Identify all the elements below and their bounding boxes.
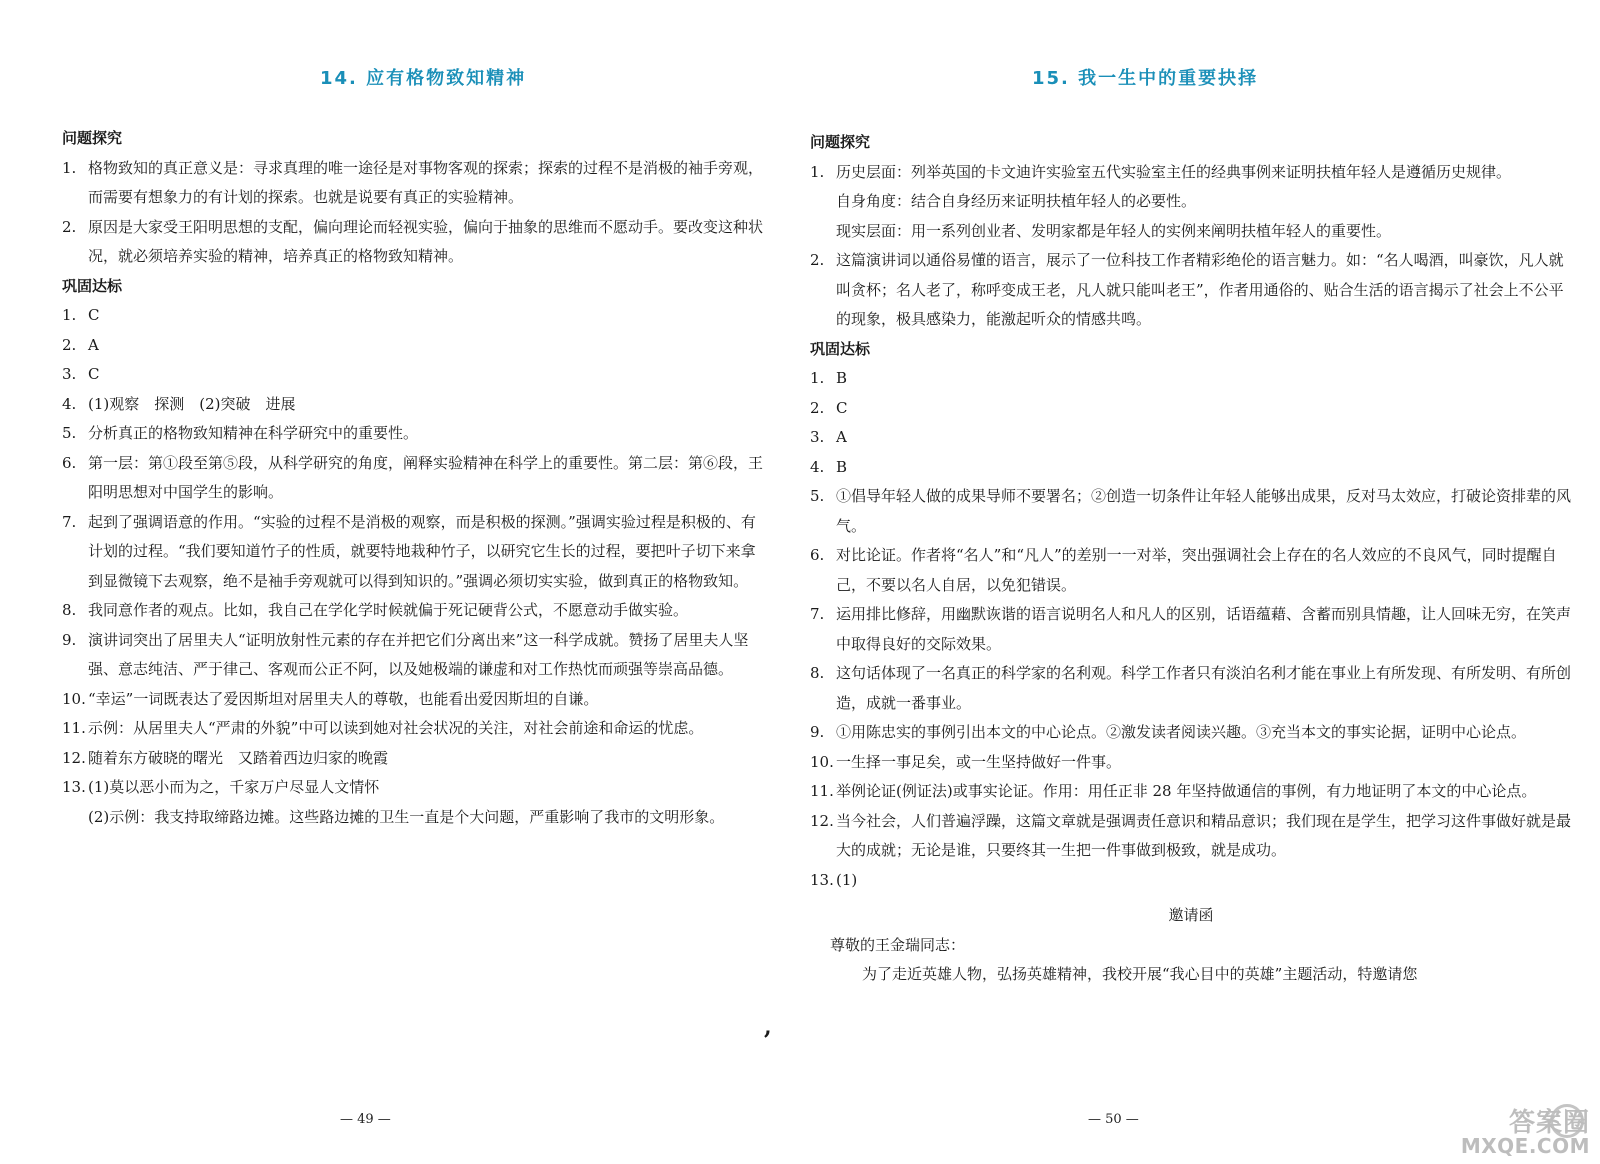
left-page-title: 14. 应有格物致知精神 (320, 68, 527, 89)
section-heading-inquiry: 问题探究 (810, 133, 871, 151)
question-item: 2. 这篇演讲词以通俗易懂的语言，展示了一位科技工作者精彩绝伦的语言魅力。如：“名人喝酒，叫豪饮，凡人就叫贪杯；名人老了，称呼变成王老，凡人就只能叫老王”，作者用通俗的、贴合生活的语言揭示了社会上不公平的现象，极具感染力，能激起听众的情感共鸣。 (810, 251, 1564, 328)
answer-item: 6. 第一层：第①段至第⑤段，从科学研究的角度，阐释实验精神在科学上的重要性。第二层：第⑥段，王阳明思想对中国学生的影响。 (62, 453, 764, 501)
answer-item: 2. C (810, 398, 848, 417)
question-item: 2. 原因是大家受王阳明思想的支配，偏向理论而轻视实验，偏向于抽象的思维而不愿动手。要改变这种状况，就必须培养实验的精神，培养真正的格物致知精神。 (62, 217, 764, 265)
answer-item: 9. 演讲词突出了居里夫人“证明放射性元素的存在并把它们分离出来”这一科学成就。赞扬了居里夫人坚强、意志纯洁、严于律己、客观而公正不阿，以及她极端的谦虚和对工作热忱而顽强等崇高品德。 (62, 630, 749, 678)
answer-item: 11. 示例：从居里夫人“严肃的外貌”中可以读到她对社会状况的关注，对社会前途和命运的忧虑。 (62, 719, 704, 737)
answer-item: 6. 对比论证。作者将“名人”和“凡人”的差别一一对举，突出强调社会上存在的名人效应的不良风气，同时提醒自己，不要以名人自居，以免犯错误。 (810, 546, 1557, 594)
answer-subitem: (2)示例：我支持取缔路边摊。这些路边摊的卫生一直是个大问题，严重影响了我市的文明形象。 (88, 807, 725, 826)
answer-item: 4. B (810, 457, 848, 476)
answer-item: 13. (1)莫以恶小而为之，千家万户尽显人文情怀 (62, 778, 380, 796)
right-page-content (810, 128, 1572, 990)
answer-item: 2. A (62, 335, 99, 354)
answer-item: 9. ①用陈忠实的事例引出本文的中心论点。②激发读者阅读兴趣。③充当本文的事实论据，证明中心论点。 (810, 723, 1527, 741)
letter-title: 邀请函 (1168, 906, 1214, 924)
answer-item: 12. 随着东方破晓的曙光 又踏着西边归家的晚霞 (62, 748, 389, 767)
answer-item: 1. B (810, 369, 848, 387)
section-heading-inquiry: 问题探究 (62, 129, 123, 147)
answer-item: 10. 一生择一事足矣，或一生坚持做好一件事。 (810, 752, 1122, 771)
answer-item: 8. 我同意作者的观点。比如，我自己在学化学时候就偏于死记硬背公式，不愿意动手做实验。 (62, 601, 689, 619)
question-subitem: 现实层面：用一系列创业者、发明家都是年轻人的实例来阐明扶植年轻人的重要性。 (836, 221, 1392, 240)
answer-item: 7. 运用排比修辞，用幽默诙谐的语言说明名人和凡人的区别，话语蕴藉、含蓄而别具情趣，让人回味无穷，在笑声中取得良好的交际效果。 (810, 605, 1572, 653)
right-page-title: 15. 我一生中的重要抉择 (1032, 68, 1259, 89)
answer-item: 5. 分析真正的格物致知精神在科学研究中的重要性。 (62, 424, 419, 442)
section-heading-consolidation: 巩固达标 (62, 276, 123, 295)
answer-item: 8. 这句话体现了一名真正的科学家的名利观。科学工作者只有淡泊名利才能在事业上有所发现、有所发明、有所创造，成就一番事业。 (810, 664, 1572, 712)
answer-item: 12. 当今社会，人们普遍浮躁，这篇文章就是强调责任意识和精品意识；我们现在是学生，把学习这件事做好就是最大的成就；无论是谁，只要终其一生把一件事做到极致，就是成功。 (810, 811, 1572, 859)
stray-mark: , (764, 1014, 772, 1040)
question-item: 1. 历史层面：列举英国的卡文迪许实验室五代实验室主任的经典事例来证明扶植年轻人是遵循历史规律。 (810, 162, 1512, 181)
section-heading-consolidation: 巩固达标 (810, 339, 871, 358)
right-page (800, 0, 1600, 1164)
answer-item: 11. 举例论证(例证法)或事实论证。作用：用任正非 28 年坚持做通信的事例，有力地证明了本文的中心论点。 (810, 782, 1537, 800)
left-page-content (62, 124, 768, 832)
page-number: — 49 — (340, 1112, 391, 1127)
answer-item: 10. “幸运”一词既表达了爱因斯坦对居里夫人的尊敬，也能看出爱因斯坦的自谦。 (62, 689, 599, 708)
answer-item: 5. ①倡导年轻人做的成果导师不要署名；②创造一切条件让年轻人能够出成果，反对马太效应，打破论资排辈的风气。 (810, 487, 1572, 535)
answer-item: 7. 起到了强调语意的作用。“实验的过程不是消极的观察，而是积极的探测。”强调实验过程是积极的、有计划的过程。“我们要知道竹子的性质，就要特地栽种竹子，以研究它生长的过程，要把叶子切下来拿到显微镜下去观察，绝不是袖手旁观就可以得到知识的。”强调必须切实实验，做到真正的格物致知。 (62, 512, 756, 590)
letter-body: 为了走近英雄人物，弘扬英雄精神，我校开展“我心目中的英雄”主题活动，特邀请您 (862, 965, 1418, 983)
answer-item: 3. C (62, 365, 100, 383)
question-subitem: 自身角度：结合自身经历来证明扶植年轻人的必要性。 (836, 192, 1197, 210)
watermark-logo (1460, 1104, 1592, 1160)
watermark-text-top: 答案圈 (1508, 1108, 1590, 1138)
question-item: 1. 格物致知的真正意义是：寻求真理的唯一途径是对事物客观的探索；探索的过程不是消极的袖手旁观，而需要有想象力的有计划的探索。也就是说要有真正的实验精神。 (62, 158, 764, 206)
letter-salutation: 尊敬的王金瑞同志： (830, 935, 966, 954)
watermark-text-bottom: MXQE.COM (1460, 1134, 1590, 1158)
page-number: — 50 — (1088, 1112, 1139, 1127)
answer-item: 1. C (62, 306, 100, 324)
answer-item: 13. (1) (810, 870, 858, 889)
answer-item: 4. (1)观察 探测 (2)突破 进展 (62, 394, 296, 413)
answer-item: 3. A (810, 428, 847, 446)
